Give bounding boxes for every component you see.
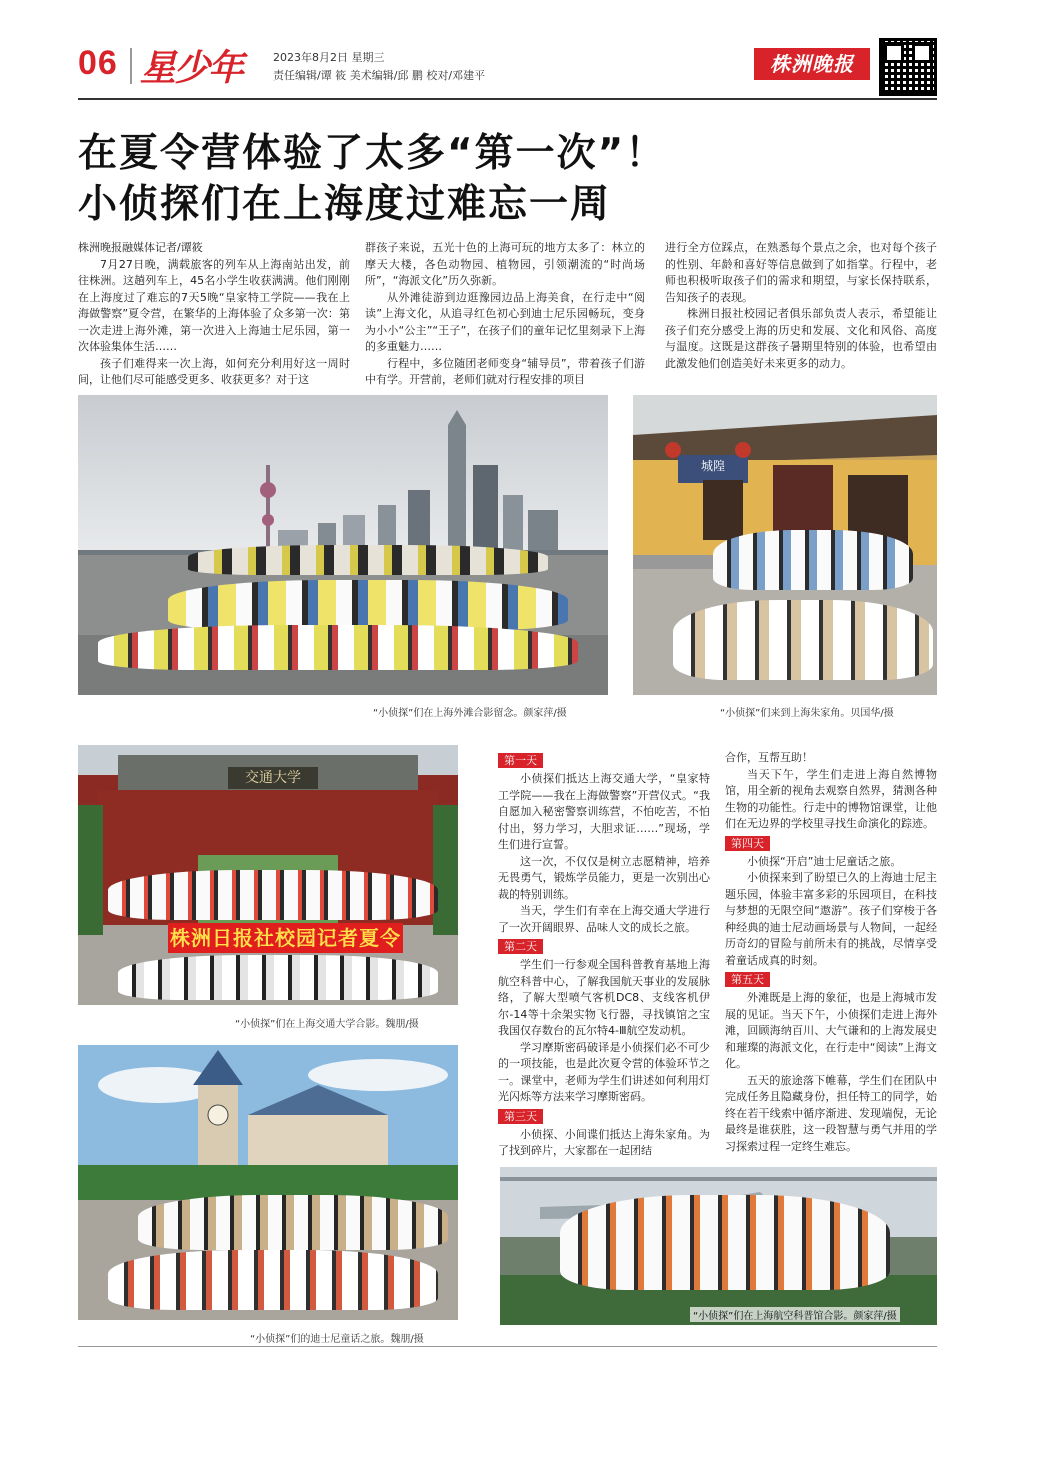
date-line: 2023年8月2日 星期三	[273, 51, 385, 64]
paragraph: 学生们一行参观全国科普教育基地上海航空科普中心，了解我国航天事业的发展脉络，了解大型喷气客机DC8、支线客机伊尔-14等十余架实物飞行器，寻找镇馆之宝我国仅存数台的瓦尔特4-Ⅲ航空发动机。	[498, 958, 710, 1037]
page-number: 06	[78, 44, 118, 82]
paragraph: 小侦探们抵达上海交通大学，“皇家特工学院——我在上海做警察”开营仪式。“我自愿加入秘密警察训练营，不怕吃苦，不怕付出，努力学习，大胆求证……”现场，学生们进行宣誓。	[498, 772, 710, 851]
headline	[78, 128, 666, 230]
byline: 株洲晚报融媒体记者/谭筱	[78, 241, 203, 254]
paragraph: 群孩子来说，五光十色的上海可玩的地方太多了：林立的摩天大楼，各色动物园、植物园，引领潮流的“时尚场所”，“海派文化”历久弥新。	[365, 241, 645, 287]
group-back-row	[138, 1195, 448, 1250]
day1-tag: 第一天	[498, 753, 543, 768]
section-logo: 星少年	[140, 47, 243, 89]
footer-rule	[78, 1346, 937, 1347]
sjtu-caption: “小侦探”们在上海交通大学合影。魏朋/摄	[235, 1019, 419, 1030]
bund-caption: “小侦探”们在上海外滩合影留念。颜家萍/摄	[373, 708, 567, 719]
group-front-row	[108, 1250, 438, 1310]
disney-photo	[78, 1045, 458, 1320]
paragraph: 孩子们难得来一次上海，如何充分利用好这一周时间，让他们尽可能感受更多、收获更多？对于这	[78, 356, 350, 386]
qr-code-icon[interactable]	[879, 38, 937, 96]
group-front-row	[118, 955, 438, 1000]
paragraph: 进行全方位踩点，在熟悉每个景点之余，也对每个孩子的性别、年龄和喜好等信息做到了如指掌。行程中，老师也积极听取孩子们的需求和期望，与家长保持联系，告知孩子的表现。	[665, 241, 937, 304]
temple-caption: “小侦探”们来到上海朱家角。贝国华/摄	[720, 708, 894, 719]
day5-tag: 第五天	[725, 972, 770, 987]
article-column-5	[725, 750, 937, 1155]
paragraph: 外滩既是上海的象征，也是上海城市发展的见证。当天下午，小侦探们走进上海外滩，回顾海纳百川、大气谦和的上海发展史和璀璨的海派文化，在行走中“阅读”上海文化。	[725, 991, 937, 1070]
group-standing	[713, 530, 913, 590]
article-column-4	[498, 750, 710, 1160]
aviation-photo	[500, 1167, 937, 1325]
group	[560, 1195, 890, 1290]
article-column-1	[78, 240, 350, 389]
group-middle-row	[168, 580, 568, 630]
editors-line: 责任编辑/谭 筱 美术编辑/邱 鹏 校对/邓建平	[273, 69, 486, 82]
group-back-row	[108, 870, 438, 920]
camp-banner: 株洲日报社校园记者夏令	[168, 923, 403, 953]
paragraph: 学习摩斯密码破译是小侦探们必不可少的一项技能，也是此次夏令营的体验环节之一。课堂中，老师为学生们讲述如何利用灯光闪烁等方法来学习摩斯密码。	[498, 1040, 710, 1103]
paragraph: 小侦探、小间谍们抵达上海朱家角。为了找到碎片，大家都在一起团结	[498, 1127, 710, 1157]
temple-photo	[633, 395, 937, 695]
sjtu-photo	[78, 745, 458, 1005]
paragraph: 合作，互帮互助！	[725, 751, 813, 764]
article-column-2	[365, 240, 645, 389]
paragraph: 行程中，多位随团老师变身“辅导员”，带着孩子们游中有学。开营前，老师们就对行程安排的项目	[365, 356, 645, 386]
day2-tag: 第二天	[498, 939, 543, 954]
paragraph: 这一次，不仅仅是树立志愿精神，培养无畏勇气，锻炼学员能力，更是一次别出心裁的特别训练。	[498, 854, 710, 901]
header-rule	[78, 98, 937, 100]
paragraph: 五天的旅途落下帷幕，学生们在团队中完成任务且隐藏身份，担任特工的同学，始终在若干线索中循序渐进、发现端倪，无论最终是谁获胜，这一段智慧与勇气并用的学习探索过程一定终生难忘。	[725, 1073, 937, 1153]
paragraph: 当天下午，学生们走进上海自然博物馆，用全新的视角去观察自然界，猜测各种生物的功能性。行走中的博物馆课堂，让他们在无边界的学校里寻找生命演化的踪迹。	[725, 767, 937, 830]
sjtu-gate-sign: 交通大学	[228, 767, 318, 789]
temple-sign: 城隍	[700, 459, 725, 473]
paper-logo: 株洲晚报	[754, 48, 870, 80]
paragraph: 从外滩徒游到边逛豫园边品上海美食，在行走中“阅读”上海文化，从追寻红色初心到迪士尼乐园畅玩，变身为小小“公主”“王子”，在孩子们的童年记忆里刻录下上海的多重魅力……	[365, 290, 645, 353]
headline-line-2: 小侦探们在上海度过难忘一周	[78, 182, 612, 227]
disney-caption: “小侦探”们的迪士尼童话之旅。魏朋/摄	[250, 1334, 424, 1345]
group-front-row	[98, 625, 578, 670]
group-front	[673, 600, 933, 680]
header-divider	[130, 48, 132, 84]
bund-photo	[78, 395, 608, 695]
article-column-3	[665, 240, 937, 372]
paragraph: 7月27日晚，满载旅客的列车从上海南站出发，前往株洲。这趟列车上，45名小学生收获满满。他们刚刚在上海度过了难忘的7天5晚“皇家特工学院——我在上海做警察”夏令营，在繁华的上海体验了众多第一次：第一次走进上海外滩，第一次进入上海迪士尼乐园，第一次体验集体生活……	[78, 257, 350, 353]
paragraph: 株洲日报社校园记者俱乐部负责人表示，希望能让孩子们充分感受上海的历史和发展、文化和风俗、高度与温度。这既是这群孩子暑期里特别的体验，也希望由此激发他们创造美好未来更多的动力。	[665, 307, 937, 370]
group-back-row	[188, 545, 548, 575]
paragraph: 小侦探“开启”迪士尼童话之旅。	[747, 854, 902, 868]
day4-tag: 第四天	[725, 836, 770, 851]
day3-tag: 第三天	[498, 1109, 543, 1124]
headline-line-1: 在夏令营体验了太多“第一次”！	[78, 131, 667, 176]
aviation-caption: “小侦探”们在上海航空科普馆合影。颜家萍/摄	[690, 1307, 900, 1322]
paragraph: 当天，学生们有幸在上海交通大学进行了一次开阔眼界、品味人文的成长之旅。	[498, 904, 710, 934]
paragraph: 小侦探来到了盼望已久的上海迪士尼主题乐园，体验丰富多彩的乐园项目，在科技与梦想的无限空间“遨游”。孩子们穿梭于各种经典的迪士尼动画场景与人物间，一起经历奇幻的冒险与前所未有的挑战，尽情享受着童话成真的时刻。	[725, 871, 937, 967]
